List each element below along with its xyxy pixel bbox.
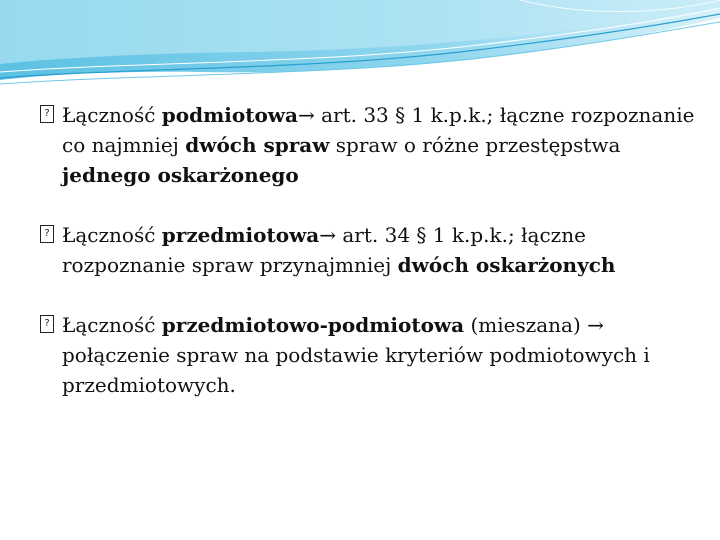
- text-segment: Łączność: [62, 313, 162, 337]
- bullet-placeholder-icon: ?: [40, 315, 54, 333]
- bold-term: przedmiotowo-podmiotowa: [161, 313, 465, 337]
- bold-term: przedmiotowa: [161, 223, 320, 247]
- bullet-placeholder-icon: ?: [40, 225, 54, 243]
- bold-term: podmiotowa: [161, 103, 298, 127]
- text-segment: → art. 33 § 1 k.p.k.; łączne rozpoznanie co najmniej: [62, 103, 695, 157]
- text-segment: → art. 34 § 1 k.p.k.; łączne rozpoznanie spraw przynajmniej: [62, 223, 586, 277]
- bold-term: dwóch spraw: [185, 133, 330, 157]
- text-segment: spraw o różne przestępstwa: [329, 133, 621, 157]
- paragraph-subjective-joinder: [40, 100, 700, 190]
- text-segment: (mieszana) → połączenie spraw na podstawie kryteriów podmiotowych i przedmiotowych.: [62, 313, 650, 397]
- bold-term: jednego oskarżonego: [62, 163, 299, 187]
- bullet-placeholder-icon: ?: [40, 105, 54, 123]
- paragraph-objective-joinder: [40, 220, 700, 280]
- text-segment: Łączność: [62, 103, 162, 127]
- text-segment: Łączność: [62, 223, 162, 247]
- paragraph-mixed-joinder: [40, 310, 700, 400]
- header-wave-decoration: [0, 0, 720, 90]
- slide-content: [40, 100, 700, 430]
- bold-term: dwóch oskarżonych: [397, 253, 616, 277]
